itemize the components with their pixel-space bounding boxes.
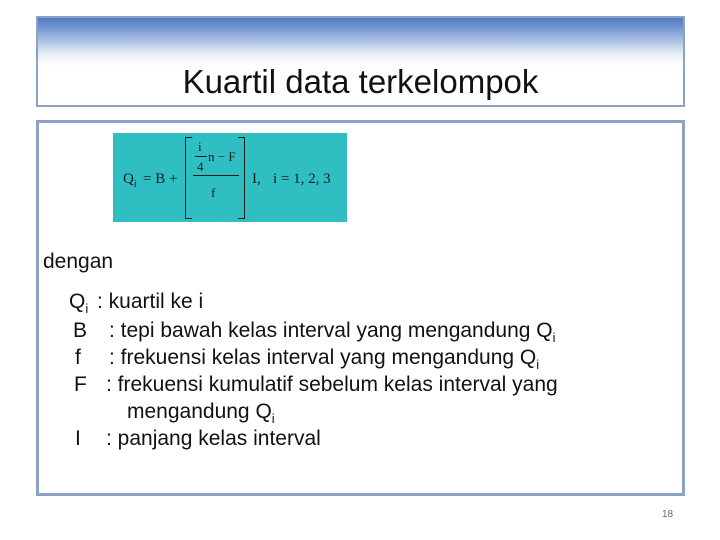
legend-desc: : kuartil ke i (97, 290, 204, 313)
legend-desc: : panjang kelas interval (106, 427, 321, 450)
formula-frac-four: 4 (197, 159, 204, 174)
formula-times-i: I, (252, 171, 261, 187)
formula-image (113, 133, 347, 222)
legend-symbol: f (75, 346, 81, 369)
formula-denominator: f (211, 185, 216, 200)
formula-frac-i: i (198, 139, 202, 154)
slide-title: Kuartil data terkelompok (182, 63, 539, 100)
legend-symbol: $Q_i$ (69, 290, 89, 316)
title-box (36, 16, 685, 107)
legend-desc: : frekuensi kelas interval yang mengandung $Q_i$ (109, 346, 540, 372)
formula-lhs: $Q_i$ (123, 171, 137, 190)
formula-equals-b: = B + (143, 171, 178, 187)
page-number: 18 (662, 509, 674, 520)
main-fraction-line (193, 175, 239, 176)
legend-symbol: F (74, 373, 87, 396)
formula-range: i = 1, 2, 3 (273, 171, 331, 187)
legend-desc: : tepi bawah kelas interval yang mengandung $Q_i$ (109, 319, 556, 345)
legend-symbol: I (75, 427, 81, 450)
legend-desc: : frekuensi kumulatif sebelum kelas interval yang (106, 373, 558, 396)
legend-desc: mengandung $Q_i$ (127, 400, 275, 426)
inner-fraction-line (195, 156, 207, 157)
formula-n-minus-f: n − F (208, 149, 236, 164)
legend-symbol: B (73, 319, 88, 342)
dengan-label: dengan (43, 250, 114, 273)
right-bracket (238, 137, 245, 219)
left-bracket (185, 137, 192, 219)
